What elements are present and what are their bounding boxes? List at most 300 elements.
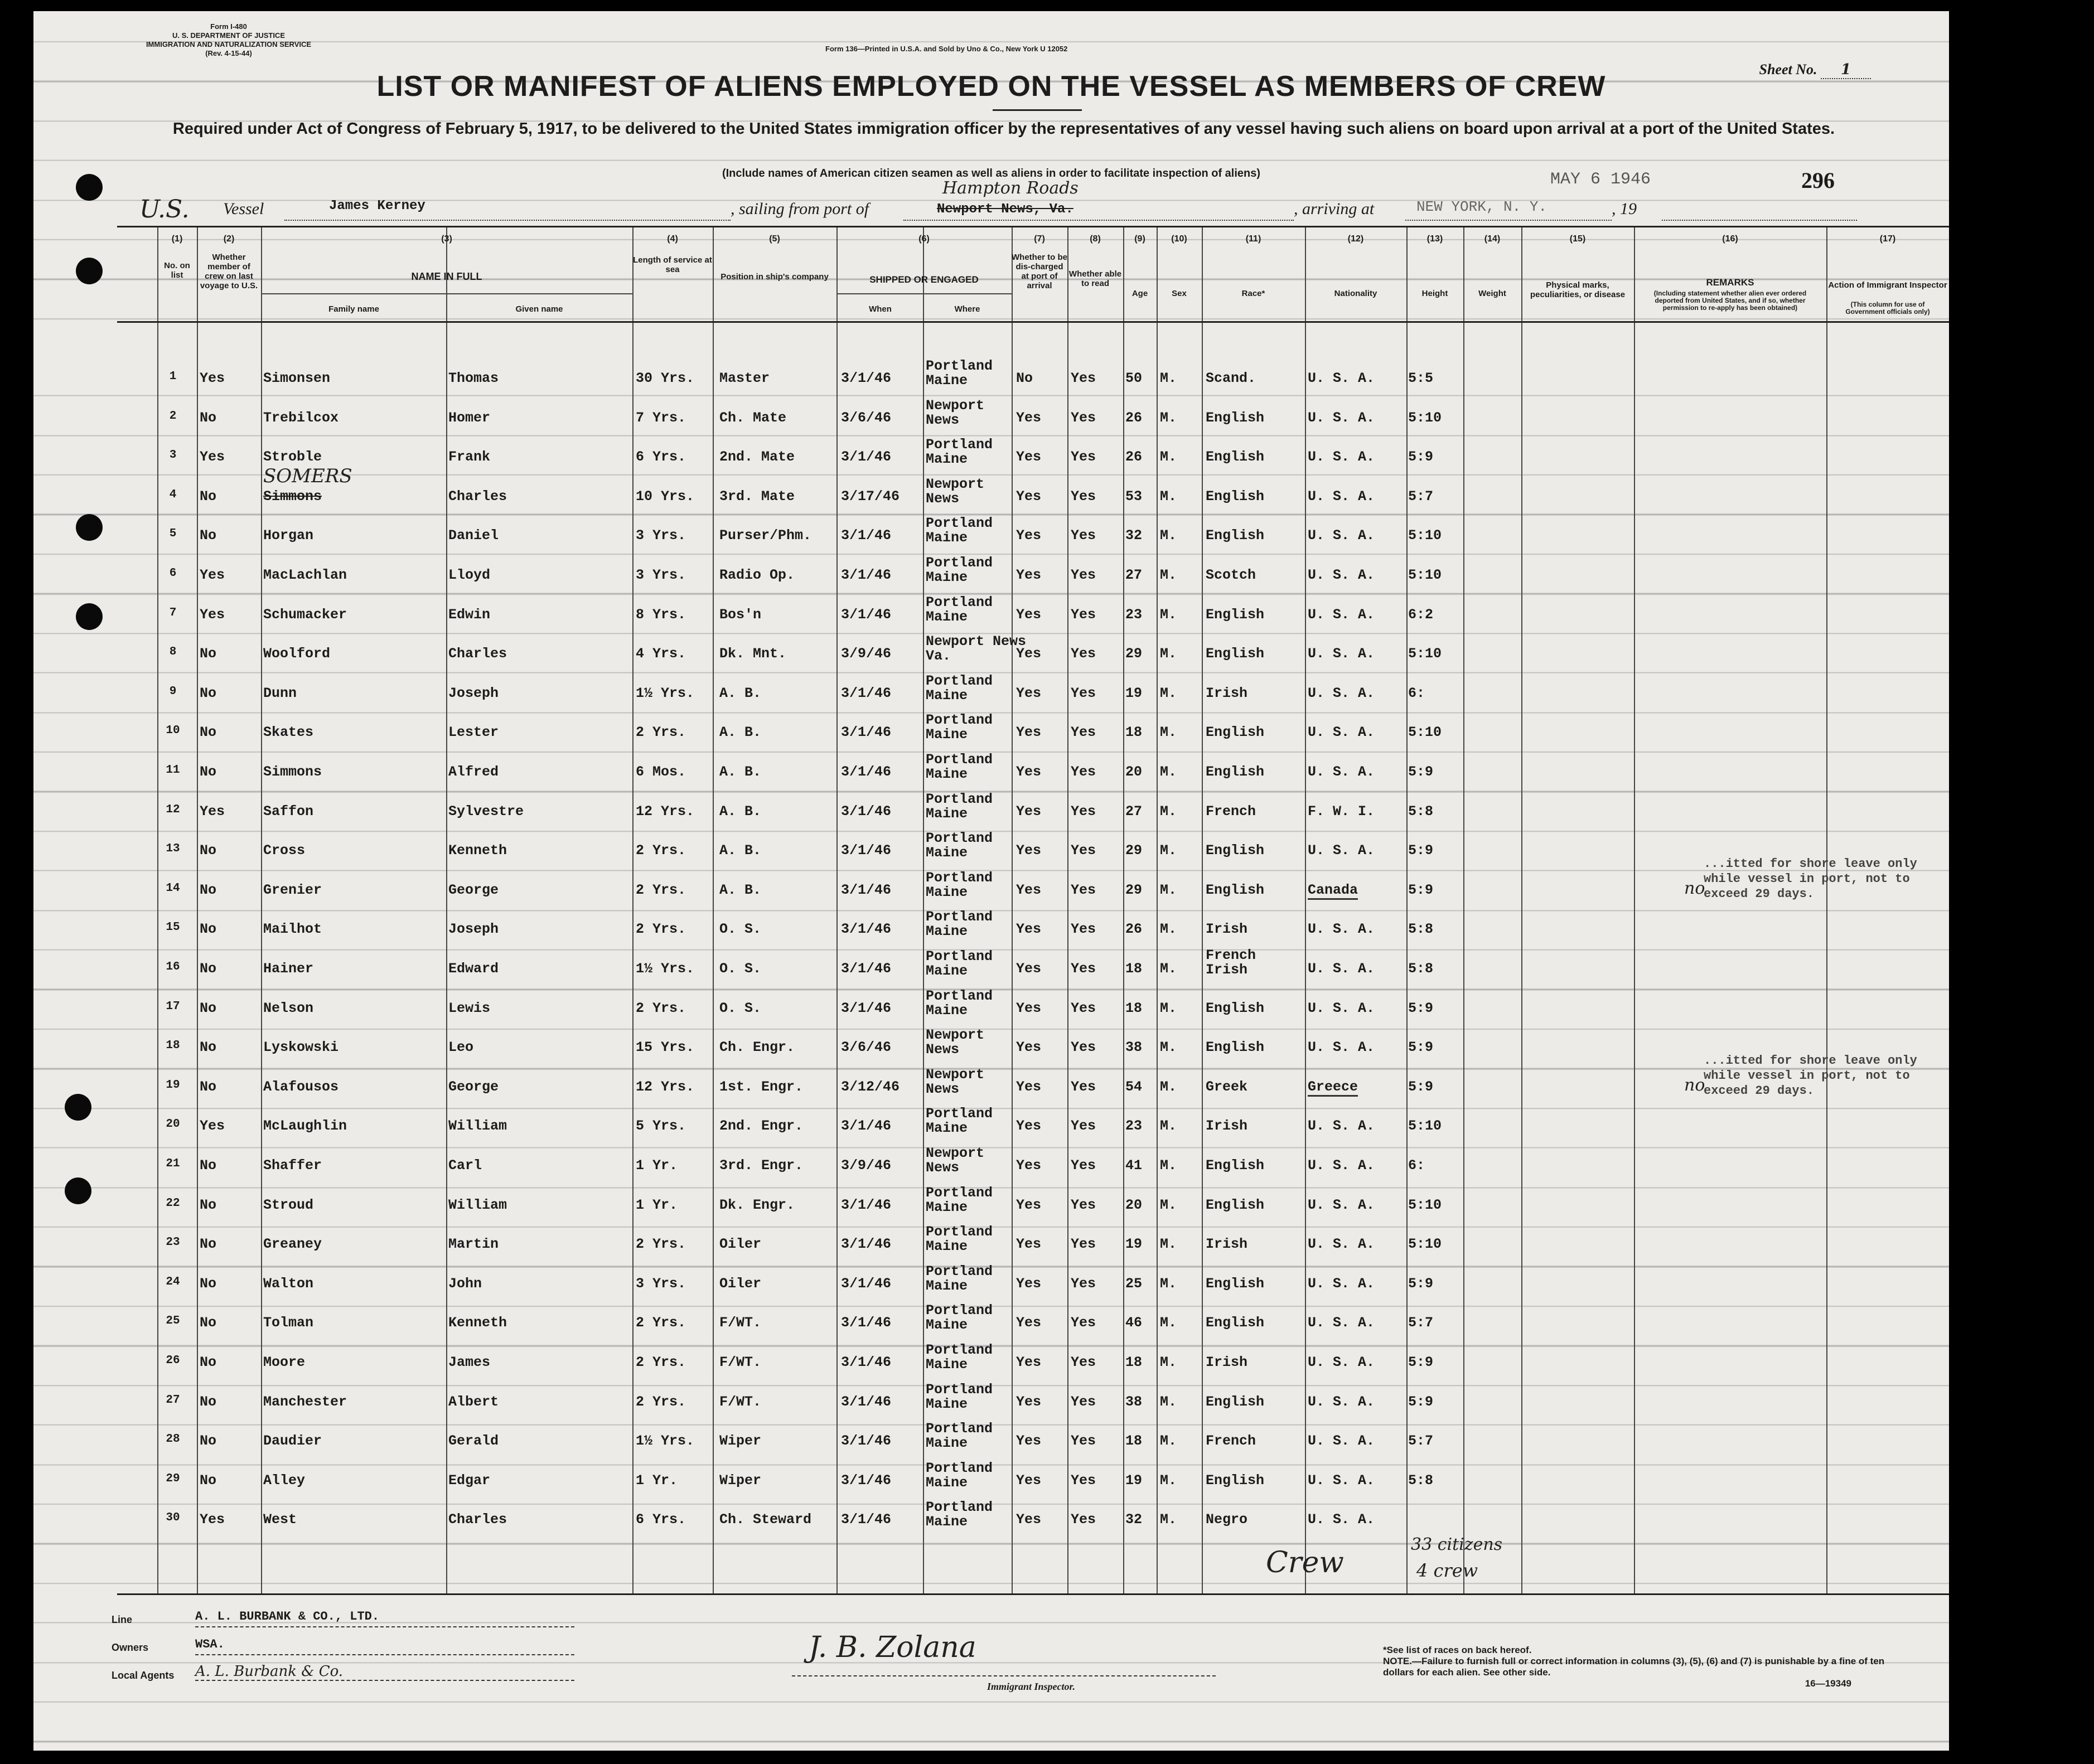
cell-age: 19	[1125, 685, 1143, 701]
header-age: Age	[1131, 289, 1148, 298]
cell-length-of-service: 1½ Yrs.	[636, 961, 695, 977]
sheet-value: 1	[1821, 61, 1871, 79]
sheet-label: Sheet No.	[1759, 61, 1817, 77]
cell-nationality: U. S. A.	[1308, 1196, 1375, 1213]
where-line-1: Newport	[926, 1145, 985, 1161]
cell-race: English	[1206, 488, 1265, 505]
table-row	[117, 356, 1949, 395]
cell-family-name: Trebilcox	[263, 409, 339, 426]
inspector-label: Immigrant Inspector.	[987, 1681, 1076, 1692]
cell-no-on-list: 5	[169, 527, 177, 541]
cell-able-to-read: Yes	[1071, 1433, 1096, 1450]
cell-shipped-when: 3/1/46	[841, 724, 892, 741]
cell-family-name: Simmons	[263, 764, 322, 780]
cell-height: 5:7	[1408, 1315, 1434, 1331]
cell-family-name: Dunn	[263, 685, 297, 701]
cell-height: 5:9	[1408, 764, 1434, 780]
cell-able-to-read: Yes	[1071, 370, 1096, 386]
cell-able-to-read: Yes	[1071, 842, 1096, 859]
cell-position: Dk. Engr.	[719, 1196, 795, 1213]
cell-sex: M.	[1160, 1433, 1177, 1450]
header-race: Race*	[1241, 289, 1265, 298]
cell-able-to-read: Yes	[1071, 724, 1096, 741]
cell-given-name: Edgar	[448, 1472, 491, 1489]
cell-height: 5:9	[1408, 881, 1434, 898]
cell-race: French	[1206, 1433, 1256, 1450]
where-line-1: Portland	[926, 1184, 993, 1201]
cell-discharged: Yes	[1016, 1118, 1042, 1135]
sailing-label: , sailing from port of	[731, 200, 869, 218]
where-line-1: Portland	[926, 791, 993, 807]
cell-race: English	[1206, 1472, 1265, 1489]
table-row	[117, 434, 1949, 473]
cell-shipped-when: 3/1/46	[841, 1315, 892, 1331]
cell-nationality: U. S. A.	[1308, 488, 1375, 505]
cell-family-name: Schumacker	[263, 606, 347, 623]
where-line-1: Portland	[926, 437, 993, 453]
cell-shipped-where	[926, 871, 993, 900]
cell-family-name: West	[263, 1511, 297, 1528]
cell-able-to-read: Yes	[1071, 921, 1096, 938]
cell-shipped-when: 3/1/46	[841, 961, 892, 977]
cell-discharged: Yes	[1016, 527, 1042, 544]
cell-last-voyage: No	[200, 881, 217, 898]
cell-given-name: Kenneth	[448, 842, 507, 859]
cell-shipped-when: 3/1/46	[841, 1236, 892, 1253]
cell-race: English	[1206, 842, 1265, 859]
cell-discharged: Yes	[1016, 409, 1042, 426]
cell-able-to-read: Yes	[1071, 1039, 1096, 1056]
cell-no-on-list: 27	[166, 1393, 180, 1407]
cell-age: 27	[1125, 803, 1143, 820]
cell-shipped-where	[926, 753, 993, 782]
cell-last-voyage: No	[200, 1393, 217, 1410]
cell-discharged: Yes	[1016, 881, 1042, 898]
where-line-2: Maine	[926, 1277, 968, 1294]
cell-shipped-when: 3/17/46	[841, 488, 900, 505]
cell-last-voyage: No	[200, 1354, 217, 1370]
table-row	[117, 553, 1949, 592]
cell-family-name: Alafousos	[263, 1078, 339, 1095]
where-line-1: Portland	[926, 987, 993, 1004]
cell-position: 3rd. Mate	[719, 488, 795, 505]
cell-length-of-service: 2 Yrs.	[636, 921, 686, 938]
cell-sex: M.	[1160, 764, 1177, 780]
cell-age: 50	[1125, 370, 1143, 386]
page-title: LIST OR MANIFEST OF ALIENS EMPLOYED ON THE VESSEL AS MEMBERS OF CREW	[376, 70, 1606, 103]
cell-length-of-service: 15 Yrs.	[636, 1039, 695, 1056]
header-weight: Weight	[1478, 289, 1506, 298]
punch-hole	[76, 258, 103, 284]
cell-no-on-list: 6	[169, 567, 177, 580]
cell-no-on-list: 25	[166, 1315, 180, 1328]
table-row	[117, 1143, 1949, 1182]
header-when: When	[869, 304, 892, 314]
cell-given-name: Homer	[448, 409, 491, 426]
cell-last-voyage: No	[200, 1157, 217, 1174]
cell-age: 19	[1125, 1236, 1143, 1253]
where-line-1: Portland	[926, 1224, 993, 1240]
cell-position: Bos'n	[719, 606, 762, 623]
cell-discharged: Yes	[1016, 685, 1042, 701]
cell-race: English	[1206, 1000, 1265, 1016]
cell-height: 5:10	[1408, 409, 1442, 426]
cell-race: English	[1206, 646, 1265, 662]
table-row	[117, 631, 1949, 670]
cell-race: Negro	[1206, 1511, 1248, 1528]
cell-discharged: Yes	[1016, 1472, 1042, 1489]
cell-sex: M.	[1160, 1196, 1177, 1213]
header-height: Height	[1421, 289, 1448, 298]
cell-discharged: Yes	[1016, 1196, 1042, 1213]
cell-no-on-list: 7	[169, 606, 177, 619]
where-line-1: Portland	[926, 555, 993, 571]
cell-race: English	[1206, 1157, 1265, 1174]
cell-able-to-read: Yes	[1071, 1000, 1096, 1016]
cell-race: English	[1206, 724, 1265, 741]
owners-label: Owners	[112, 1642, 149, 1653]
cell-family-name: Nelson	[263, 1000, 314, 1016]
cell-no-on-list: 21	[166, 1157, 180, 1170]
cell-nationality: Canada	[1308, 882, 1358, 900]
cell-age: 27	[1125, 567, 1143, 583]
cell-family-name: MacLachlan	[263, 567, 347, 583]
cell-last-voyage: No	[200, 1433, 217, 1450]
cell-sex: M.	[1160, 1275, 1177, 1292]
cell-no-on-list: 3	[169, 449, 177, 462]
cell-shipped-when: 3/1/46	[841, 921, 892, 938]
action-stamp: ...itted for shore leave only while vessel in port, not to exceed 29 days.	[1704, 1053, 1917, 1098]
department: U. S. DEPARTMENT OF JUSTICE	[172, 31, 285, 40]
cell-shipped-where	[926, 595, 993, 624]
cell-length-of-service: 3 Yrs.	[636, 527, 686, 544]
where-line-1: Portland	[926, 712, 993, 729]
cell-shipped-where	[926, 399, 984, 428]
cell-race: English	[1206, 1039, 1265, 1056]
header-nationality: Nationality	[1334, 289, 1377, 298]
family-name-correction: SOMERS	[263, 464, 352, 487]
cell-discharged: Yes	[1016, 1354, 1042, 1370]
cell-age: 20	[1125, 764, 1143, 780]
cell-position: Oiler	[719, 1275, 762, 1292]
cell-no-on-list: 19	[166, 1078, 180, 1092]
cell-last-voyage: No	[200, 961, 217, 977]
table-row	[117, 1458, 1949, 1497]
cell-nationality: U. S. A.	[1308, 764, 1375, 780]
cell-age: 26	[1125, 921, 1143, 938]
where-line-1: Newport	[926, 476, 985, 492]
cell-last-voyage: Yes	[200, 606, 225, 623]
cell-shipped-when: 3/6/46	[841, 1039, 892, 1056]
cell-nationality: U. S. A.	[1308, 685, 1375, 701]
cell-race: Scand.	[1206, 370, 1256, 386]
cell-race: English	[1206, 409, 1265, 426]
cell-age: 18	[1125, 1354, 1143, 1370]
cell-height: 5:8	[1408, 1472, 1434, 1489]
cell-length-of-service: 3 Yrs.	[636, 567, 686, 583]
header-able-read: Whether able to read	[1068, 269, 1122, 288]
service-name: IMMIGRATION AND NATURALIZATION SERVICE	[146, 40, 312, 49]
cell-shipped-where	[926, 674, 993, 703]
where-line-2: Maine	[926, 1435, 968, 1452]
cell-nationality: U. S. A.	[1308, 1393, 1375, 1410]
cell-no-on-list: 14	[166, 881, 180, 895]
where-line-1: Portland	[926, 515, 993, 532]
cell-position: Purser/Phm.	[719, 527, 812, 544]
cell-family-name: Moore	[263, 1354, 306, 1370]
where-line-1: Newport News	[926, 633, 1027, 650]
cell-family-name: Manchester	[263, 1393, 347, 1410]
cell-able-to-read: Yes	[1071, 1157, 1096, 1174]
cell-height: 5:9	[1408, 842, 1434, 859]
col-num: (11)	[1245, 234, 1261, 244]
sailing-port-hand: Hampton Roads	[942, 178, 1079, 198]
manifest-number: 296	[1801, 168, 1835, 193]
cell-family-name: Tolman	[263, 1315, 314, 1331]
cell-given-name: Joseph	[448, 921, 499, 938]
where-line-1: Portland	[926, 869, 993, 886]
header-discharged: Whether to be dis-charged at port of arrival	[1012, 253, 1067, 290]
cell-length-of-service: 6 Yrs.	[636, 1511, 686, 1528]
cell-given-name: Lewis	[448, 1000, 491, 1016]
where-line-2: News	[926, 1160, 960, 1176]
cell-discharged: Yes	[1016, 803, 1042, 820]
cell-age: 23	[1125, 606, 1143, 623]
cell-able-to-read: Yes	[1071, 567, 1096, 583]
where-line-2: Maine	[926, 451, 968, 468]
cell-shipped-when: 3/1/46	[841, 1354, 892, 1370]
header-position: Position in ship's company	[720, 272, 829, 282]
cell-length-of-service: 6 Mos.	[636, 764, 686, 780]
agents-label: Local Agents	[112, 1670, 175, 1681]
where-line-2: Maine	[926, 884, 968, 900]
cell-sex: M.	[1160, 1118, 1177, 1135]
cell-position: A. B.	[719, 842, 762, 859]
cell-shipped-where	[926, 477, 984, 506]
where-line-1: Newport	[926, 1066, 985, 1083]
cell-discharged: Yes	[1016, 1000, 1042, 1016]
cell-height: 5:10	[1408, 1118, 1442, 1135]
cell-discharged: Yes	[1016, 1078, 1042, 1095]
cell-age: 54	[1125, 1078, 1143, 1095]
cell-discharged: Yes	[1016, 1511, 1042, 1528]
cell-height: 5:10	[1408, 567, 1442, 583]
header-sex: Sex	[1172, 289, 1187, 298]
cell-shipped-where	[926, 713, 993, 742]
cell-length-of-service: 2 Yrs.	[636, 724, 686, 741]
cell-length-of-service: 2 Yrs.	[636, 842, 686, 859]
cell-height: 6:	[1408, 1157, 1425, 1174]
col-num: (5)	[769, 234, 780, 244]
cell-shipped-where	[926, 1028, 984, 1057]
cell-no-on-list: 24	[166, 1275, 180, 1288]
cell-discharged: Yes	[1016, 1157, 1042, 1174]
cell-height: 5:9	[1408, 1039, 1434, 1056]
cell-age: 38	[1125, 1393, 1143, 1410]
cell-no-on-list: 9	[169, 685, 177, 698]
cell-last-voyage: No	[200, 685, 217, 701]
cell-discharged: Yes	[1016, 1275, 1042, 1292]
cell-nationality: U. S. A.	[1308, 1275, 1375, 1292]
where-line-2: Maine	[926, 1395, 968, 1412]
cell-shipped-where	[926, 1303, 993, 1332]
table-row	[117, 1222, 1949, 1261]
cell-discharged: Yes	[1016, 449, 1042, 466]
cell-given-name: John	[448, 1275, 482, 1292]
cell-no-on-list: 23	[166, 1236, 180, 1249]
where-line-1: Newport	[926, 1027, 985, 1044]
cell-family-name: Horgan	[263, 527, 314, 544]
cell-position: Ch. Engr.	[719, 1039, 795, 1056]
cell-length-of-service: 2 Yrs.	[636, 1000, 686, 1016]
cell-position: Dk. Mnt.	[719, 646, 787, 662]
cell-sex: M.	[1160, 1354, 1177, 1370]
cell-able-to-read: Yes	[1071, 1275, 1096, 1292]
cell-shipped-when: 3/1/46	[841, 881, 892, 898]
cell-sex: M.	[1160, 527, 1177, 544]
where-line-2: Maine	[926, 923, 968, 940]
cell-family-name: Hainer	[263, 961, 314, 977]
cell-age: 18	[1125, 1433, 1143, 1450]
cell-length-of-service: 10 Yrs.	[636, 488, 695, 505]
cell-no-on-list: 30	[166, 1511, 180, 1525]
where-line-1: Portland	[926, 1460, 993, 1476]
cell-shipped-when: 3/12/46	[841, 1078, 900, 1095]
cell-shipped-when: 3/1/46	[841, 1393, 892, 1410]
table-row	[117, 1379, 1949, 1418]
col-num: (6)	[918, 234, 930, 244]
cell-discharged: Yes	[1016, 842, 1042, 859]
cell-length-of-service: 4 Yrs.	[636, 646, 686, 662]
cell-shipped-where	[926, 359, 993, 388]
header-action: Action of Immigrant Inspector	[1828, 280, 1947, 290]
cell-position: Ch. Steward	[719, 1511, 812, 1528]
cell-height: 5:7	[1408, 488, 1434, 505]
cell-sex: M.	[1160, 1472, 1177, 1489]
cell-position: Radio Op.	[719, 567, 795, 583]
cell-height: 5:8	[1408, 961, 1434, 977]
cell-length-of-service: 2 Yrs.	[636, 1354, 686, 1370]
cell-nationality: U. S. A.	[1308, 724, 1375, 741]
penalty-note: NOTE.—Failure to furnish full or correct information in columns (3), (5), (6) and (7) is punishable by a fine of ten dollars for each alien. See other side.	[1383, 1656, 1885, 1678]
cell-height: 6:2	[1408, 606, 1434, 623]
cell-shipped-when: 3/1/46	[841, 1472, 892, 1489]
cell-able-to-read: Yes	[1071, 1511, 1096, 1528]
cell-no-on-list: 26	[166, 1354, 180, 1367]
cell-age: 25	[1125, 1275, 1143, 1292]
cell-nationality: U. S. A.	[1308, 1511, 1375, 1528]
cell-age: 38	[1125, 1039, 1143, 1056]
cell-given-name: William	[448, 1118, 507, 1135]
header-remarks: REMARKS	[1706, 277, 1754, 288]
cell-last-voyage: No	[200, 1078, 217, 1095]
cell-last-voyage: Yes	[200, 1511, 225, 1528]
col-num: (7)	[1034, 234, 1045, 244]
cell-family-name: Skates	[263, 724, 314, 741]
cell-shipped-where	[926, 516, 993, 545]
title-underline	[993, 109, 1082, 111]
cell-position: A. B.	[719, 881, 762, 898]
cell-given-name: Martin	[448, 1236, 499, 1253]
cell-shipped-when: 3/1/46	[841, 764, 892, 780]
cell-length-of-service: 5 Yrs.	[636, 1118, 686, 1135]
where-line-2: Maine	[926, 1514, 968, 1530]
cell-shipped-when: 3/1/46	[841, 567, 892, 583]
cell-sex: M.	[1160, 1236, 1177, 1253]
cell-last-voyage: No	[200, 842, 217, 859]
cell-given-name: Alfred	[448, 764, 499, 780]
cell-discharged: Yes	[1016, 1433, 1042, 1450]
cell-able-to-read: Yes	[1071, 1196, 1096, 1213]
cell-height: 5:9	[1408, 1275, 1434, 1292]
cell-position: 2nd. Engr.	[719, 1118, 804, 1135]
col-num: (4)	[667, 234, 678, 244]
table-row	[117, 395, 1949, 434]
annotation-crew: Crew	[1266, 1546, 1344, 1579]
cell-height: 5:10	[1408, 1236, 1442, 1253]
where-line-2: News	[926, 1080, 960, 1097]
cell-race: Irish	[1206, 1354, 1248, 1370]
cell-height: 5:10	[1408, 646, 1442, 662]
citizen-note: (Include names of American citizen seamen as well as aliens in order to facilitate inspection of aliens)	[722, 167, 1261, 180]
action-stamp: ...itted for shore leave only while vessel in port, not to exceed 29 days.	[1704, 856, 1917, 901]
cell-shipped-where	[926, 438, 993, 467]
table-row	[117, 946, 1949, 985]
cell-able-to-read: Yes	[1071, 646, 1096, 662]
cell-length-of-service: 2 Yrs.	[636, 1393, 686, 1410]
form-code: 16—19349	[1805, 1678, 1851, 1689]
cell-age: 18	[1125, 724, 1143, 741]
cell-last-voyage: No	[200, 1472, 217, 1489]
cell-no-on-list: 17	[166, 1000, 180, 1013]
cell-length-of-service: 2 Yrs.	[636, 1315, 686, 1331]
cell-shipped-where	[926, 792, 993, 821]
cell-able-to-read: Yes	[1071, 488, 1096, 505]
where-line-1: Portland	[926, 1342, 993, 1358]
cell-able-to-read: Yes	[1071, 409, 1096, 426]
cell-able-to-read: Yes	[1071, 1354, 1096, 1370]
cell-sex: M.	[1160, 606, 1177, 623]
col-num: (17)	[1879, 234, 1896, 244]
cell-shipped-when: 3/1/46	[841, 370, 892, 386]
cell-given-name: Frank	[448, 449, 491, 466]
cell-last-voyage: Yes	[200, 449, 225, 466]
cell-nationality: Greece	[1308, 1079, 1358, 1097]
cell-length-of-service: 2 Yrs.	[636, 1236, 686, 1253]
remark-handwritten: no	[1684, 1075, 1705, 1095]
cell-nationality: U. S. A.	[1308, 921, 1375, 938]
where-line-2: News	[926, 411, 960, 428]
col-num: (16)	[1722, 234, 1738, 244]
cell-sex: M.	[1160, 1511, 1177, 1528]
table-row	[117, 1418, 1949, 1457]
header-physical-marks: Physical marks, peculiarities, or disease	[1530, 280, 1626, 299]
form-id: Form I-480	[210, 22, 247, 31]
table-row	[117, 1261, 1949, 1300]
cell-family-name: Grenier	[263, 881, 322, 898]
cell-position: F/WT.	[719, 1354, 762, 1370]
table-row	[117, 1025, 1949, 1064]
cell-given-name: Gerald	[448, 1433, 499, 1450]
cell-sex: M.	[1160, 370, 1177, 386]
cell-able-to-read: Yes	[1071, 606, 1096, 623]
table-row	[117, 1340, 1949, 1379]
cell-given-name: Charles	[448, 646, 507, 662]
cell-discharged: Yes	[1016, 646, 1042, 662]
cell-shipped-where	[926, 634, 1026, 663]
cell-family-name: Simonsen	[263, 370, 331, 386]
cell-no-on-list: 11	[166, 764, 180, 777]
